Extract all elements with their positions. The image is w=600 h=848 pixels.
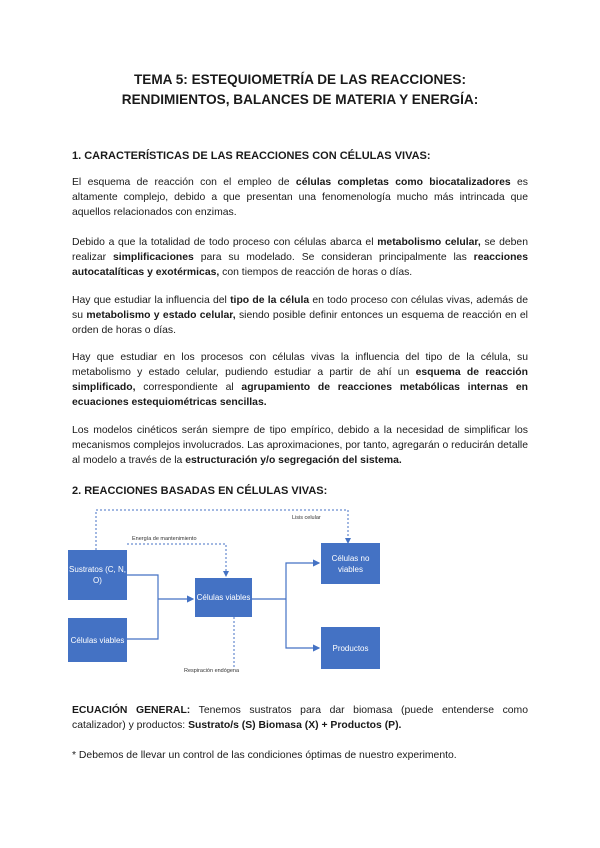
paragraph-3: Hay que estudiar la influencia del tipo de la célula en todo proceso con células vivas, además de su metabolismo y estado celular, siendo posible definir entonces un esquema de reacción en el orden de horas o días. <box>72 295 528 336</box>
label-respiracion: Respiración endógena <box>184 668 240 674</box>
energia-dotted-line <box>127 544 226 576</box>
to-productos-arrow <box>286 599 319 648</box>
to-no-viables-arrow <box>286 563 319 599</box>
equation-formula: Sustrato/s (S) Biomasa (X) + Productos (P). <box>188 720 402 731</box>
equation-label: ECUACIÓN GENERAL: <box>72 705 191 716</box>
paragraph-5: Los modelos cinéticos serán siempre de tipo empírico, debido a la necesidad de simplificar los mecanismos complejos involucrados. Las aproximaciones, por tanto, agregarán o reducirán detalle al modelo a través de la estructuración y/o segregación del sistema. <box>72 425 528 466</box>
section-2-heading: 2. REACCIONES BASADAS EN CÉLULAS VIVAS: <box>72 485 328 497</box>
box-sustratos: Sustratos (C, N, O) <box>68 550 127 600</box>
title-line-2: RENDIMIENTOS, BALANCES DE MATERIA Y ENERGÍA: <box>121 92 479 107</box>
label-energia: Energía de mantenimiento <box>132 536 197 542</box>
box-productos: Productos <box>321 627 380 669</box>
viables-in-line <box>127 599 158 639</box>
box-celulas-no-viables: Células no viables <box>321 543 380 584</box>
page-title <box>0 70 600 110</box>
footnote: * Debemos de llevar un control de las condiciones óptimas de nuestro experimento. <box>72 750 457 761</box>
box-celulas-viables-input: Células viables <box>68 618 127 662</box>
reaction-diagram <box>66 505 396 685</box>
paragraph-2: Debido a que la totalidad de todo proceso con células abarca el metabolismo celular, se deben realizar simplificaciones para su modelado. Se consideran principalmente las reacciones autocatalíticas y exotérmicas, con tiempos de reacción de horas o días. <box>72 237 528 278</box>
sustratos-line <box>127 575 158 599</box>
label-lisis: Lisis celular <box>292 515 321 521</box>
title-line-1: TEMA 5: ESTEQUIOMETRÍA DE LAS REACCIONES: <box>133 72 467 87</box>
equation-paragraph: ECUACIÓN GENERAL: Tenemos sustratos para dar biomasa (puede entenderse como catalizador) y productos: Sustrato/s (S) Biomasa (X) + Productos (P). <box>72 705 528 731</box>
paragraph-1: El esquema de reacción con el empleo de células completas como biocatalizadores es altamente complejo, debido a que presentan una fenomenología mucho más intrincada que aquellos relacionados con enzimas. <box>72 177 528 218</box>
box-celulas-viables-mid: Células viables <box>195 578 252 617</box>
paragraph-4: Hay que estudiar en los procesos con células vivas la influencia del tipo de la célula, su metabolismo y estado celular, pudiendo estudiar a partir de ahí un esquema de reacción simplificado, correspondiente al agrupamiento de reacciones metabólicas internas en ecuaciones estequiométricas sencillas. <box>72 352 529 408</box>
section-1-heading: 1. CARACTERÍSTICAS DE LAS REACCIONES CON CÉLULAS VIVAS: <box>72 150 431 162</box>
